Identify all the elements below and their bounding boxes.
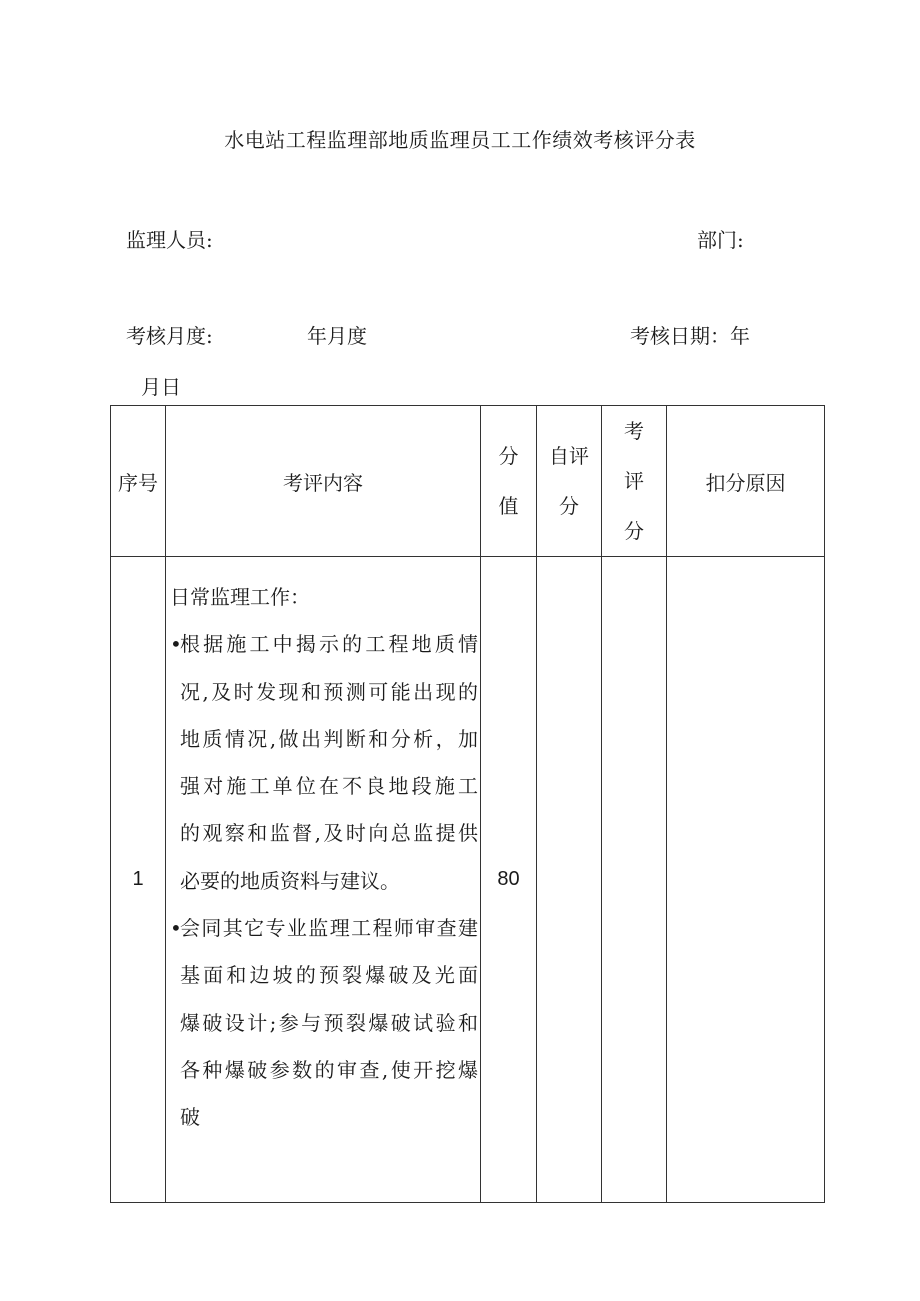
header-score: 分 值 [481,406,537,557]
table-row [111,557,825,1203]
date-continuation: 月日 [141,375,181,399]
row-self-score[interactable] [537,557,602,1203]
department-label: 部门: [697,228,744,252]
header-content: 考评内容 [166,406,481,557]
bullet-item: • 会同其它专业监理工程师审查建 基面和边坡的预裂爆破及光面 爆破设计;参与预裂爆破试验和 各种爆破参数的审查,使开挖爆 破 [170,905,478,1141]
header-seq: 序号 [111,406,166,557]
bullet-icon: • [170,632,182,657]
content-intro: 日常监理工作： [170,585,310,609]
document-title: 水电站工程监理部地质监理员工工作绩效考核评分表 [224,128,696,152]
header-review-score: 考 评 分 [602,406,667,557]
month-value: 年月度 [307,324,367,348]
row-content [166,557,481,1203]
row-seq: 1 [111,557,166,1203]
supervisor-label: 监理人员: [126,228,213,252]
header-reason: 扣分原因 [667,406,825,557]
bullet-item: • 根据施工中揭示的工程地质情 况,及时发现和预测可能出现的 地质情况,做出判断和分析，加 强对施工单位在不良地段施工 的观察和监督,及时向总监提供 必要的地质资料与建议。 [170,621,478,905]
date-label: 考核日期：年 [630,324,750,348]
row-score: 80 [481,557,537,1203]
bullet-icon: • [170,916,182,941]
row-review-score[interactable] [602,557,667,1203]
row-reason[interactable] [667,557,825,1203]
header-row [111,406,825,557]
header-self-score: 自评 分 [537,406,602,557]
month-label: 考核月度: [126,324,213,348]
score-table [110,405,825,1203]
